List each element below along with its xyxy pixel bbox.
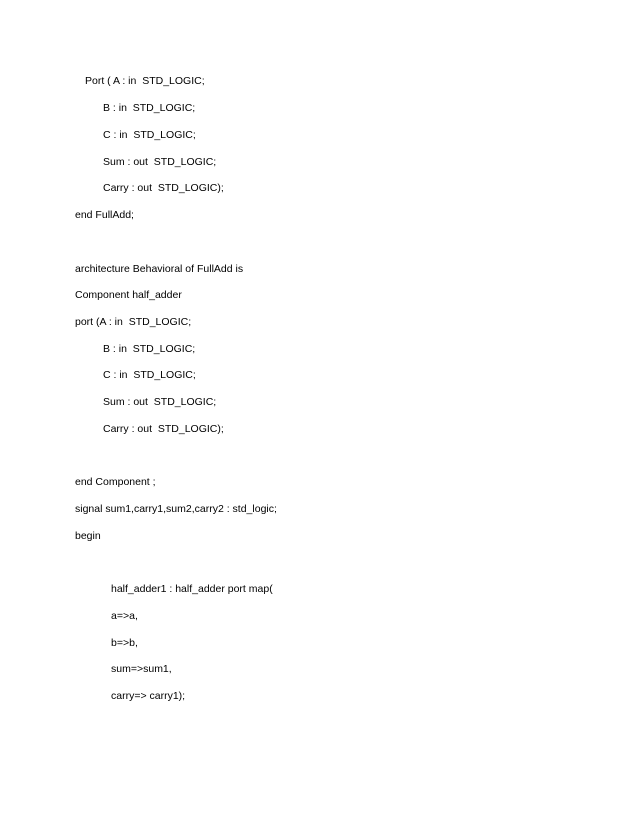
code-line-map-b: b=>b, (111, 637, 138, 649)
code-line-comp-port-c: C : in STD_LOGIC; (103, 369, 196, 381)
code-line-comp-port-carry: Carry : out STD_LOGIC); (103, 423, 224, 435)
code-line-map-sum: sum=>sum1, (111, 663, 172, 675)
code-line-architecture: architecture Behavioral of FullAdd is (75, 263, 244, 275)
code-line-port-c: C : in STD_LOGIC; (103, 129, 196, 141)
code-line-end-component: end Component ; (75, 476, 156, 488)
code-line-map-carry: carry=> carry1); (111, 690, 186, 702)
code-line-signal: signal sum1,carry1,sum2,carry2 : std_logic; (75, 503, 277, 515)
code-line-map-a: a=>a, (111, 610, 138, 622)
code-line-comp-port-sum: Sum : out STD_LOGIC; (103, 396, 217, 408)
code-line-comp-port-b: B : in STD_LOGIC; (103, 343, 196, 355)
code-line-port-carry: Carry : out STD_LOGIC); (103, 182, 224, 194)
code-line-end-entity: end FullAdd; (75, 209, 134, 221)
code-line-port-b: B : in STD_LOGIC; (103, 102, 196, 114)
code-line-port-a: Port ( A : in STD_LOGIC; (85, 75, 205, 87)
code-line-port-map: half_adder1 : half_adder port map( (111, 583, 273, 595)
code-line-port-sum: Sum : out STD_LOGIC; (103, 156, 217, 168)
code-line-begin: begin (75, 530, 101, 542)
code-line-comp-port-a: port (A : in STD_LOGIC; (75, 316, 192, 328)
code-line-component: Component half_adder (75, 289, 182, 301)
